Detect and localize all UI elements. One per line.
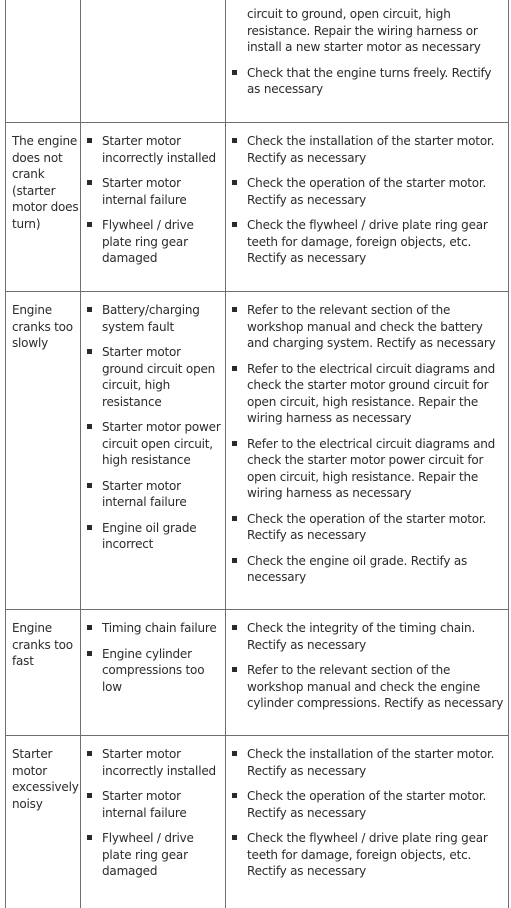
action-cell bbox=[231, 6, 506, 107]
cause-item: Battery/charging system fault bbox=[86, 302, 224, 335]
action-item: Check the operation of the starter motor. Rectify as necessary bbox=[231, 175, 506, 208]
cause-item: Engine oil grade incorrect bbox=[86, 520, 224, 553]
actions-list bbox=[231, 6, 506, 98]
table-border-right bbox=[508, 0, 509, 908]
causes-list bbox=[86, 746, 224, 880]
row-divider bbox=[5, 735, 509, 736]
action-item: Check the operation of the starter motor. Rectify as necessary bbox=[231, 788, 506, 821]
action-cell bbox=[231, 746, 506, 889]
action-item: Refer to the electrical circuit diagrams and check the starter motor ground circuit for open circuit, high resistance. Repair the wiring harness as necessary bbox=[231, 361, 506, 427]
cause-item: Starter motor incorrectly installed bbox=[86, 133, 224, 166]
actions-list bbox=[231, 746, 506, 880]
action-item: circuit to ground, open circuit, high resistance. Repair the wiring harness or install a new starter motor as necessary bbox=[247, 7, 481, 54]
causes-list bbox=[86, 302, 224, 553]
possible-causes-cell bbox=[86, 302, 224, 562]
causes-list bbox=[86, 133, 224, 267]
action-item: Check the engine oil grade. Rectify as necessary bbox=[231, 553, 506, 586]
table-border-left bbox=[5, 0, 6, 908]
action-item: Check the installation of the starter motor. Rectify as necessary bbox=[231, 133, 506, 166]
possible-causes-cell bbox=[86, 620, 224, 704]
cause-item: Starter motor internal failure bbox=[86, 478, 224, 511]
cause-item: Flywheel / drive plate ring gear damaged bbox=[86, 217, 224, 267]
action-item: Check the flywheel / drive plate ring gear teeth for damage, foreign objects, etc. Rectify as necessary bbox=[231, 217, 506, 267]
cause-item: Starter motor internal failure bbox=[86, 175, 224, 208]
action-item: Check the flywheel / drive plate ring gear teeth for damage, foreign objects, etc. Rectify as necessary bbox=[231, 830, 506, 880]
action-item: Refer to the relevant section of the workshop manual and check the engine cylinder compressions. Rectify as necessary bbox=[231, 662, 506, 712]
cause-item: Starter motor incorrectly installed bbox=[86, 746, 224, 779]
cause-item: Starter motor internal failure bbox=[86, 788, 224, 821]
action-item: Refer to the electrical circuit diagrams and check the starter motor power circuit for open circuit, high resistance. Repair the wiring harness as necessary bbox=[231, 436, 506, 502]
actions-list bbox=[231, 620, 506, 712]
symptom-cell: Engine cranks too fast bbox=[12, 621, 73, 668]
symptom-cell: Engine cranks too slowly bbox=[12, 303, 73, 350]
action-cell bbox=[231, 620, 506, 721]
possible-causes-cell bbox=[86, 746, 224, 889]
action-item: Refer to the relevant section of the workshop manual and check the battery and charging system. Rectify as necessary bbox=[231, 302, 506, 352]
column-divider-cause bbox=[225, 0, 226, 908]
row-divider bbox=[5, 122, 509, 123]
row-divider bbox=[5, 609, 509, 610]
action-item: Check the integrity of the timing chain. Rectify as necessary bbox=[231, 620, 506, 653]
cause-item: Flywheel / drive plate ring gear damaged bbox=[86, 830, 224, 880]
column-divider-symptom bbox=[80, 0, 81, 908]
action-cell bbox=[231, 133, 506, 276]
actions-list bbox=[231, 302, 506, 586]
symptom-cell: The engine does not crank (starter motor does turn) bbox=[12, 134, 79, 231]
action-item: Check the operation of the starter motor. Rectify as necessary bbox=[231, 511, 506, 544]
possible-causes-cell bbox=[86, 133, 224, 276]
row-divider bbox=[5, 291, 509, 292]
causes-list bbox=[86, 620, 224, 695]
symptom-cell: Starter motor excessively noisy bbox=[12, 747, 79, 811]
cause-item: Starter motor ground circuit open circuit, high resistance bbox=[86, 344, 224, 410]
action-cell bbox=[231, 302, 506, 595]
cause-item: Starter motor power circuit open circuit, high resistance bbox=[86, 419, 224, 469]
cause-item: Timing chain failure bbox=[86, 620, 224, 637]
actions-list bbox=[231, 133, 506, 267]
action-item: Check that the engine turns freely. Rectify as necessary bbox=[231, 65, 506, 98]
cause-item: Engine cylinder compressions too low bbox=[86, 646, 224, 696]
action-item: Check the installation of the starter motor. Rectify as necessary bbox=[231, 746, 506, 779]
